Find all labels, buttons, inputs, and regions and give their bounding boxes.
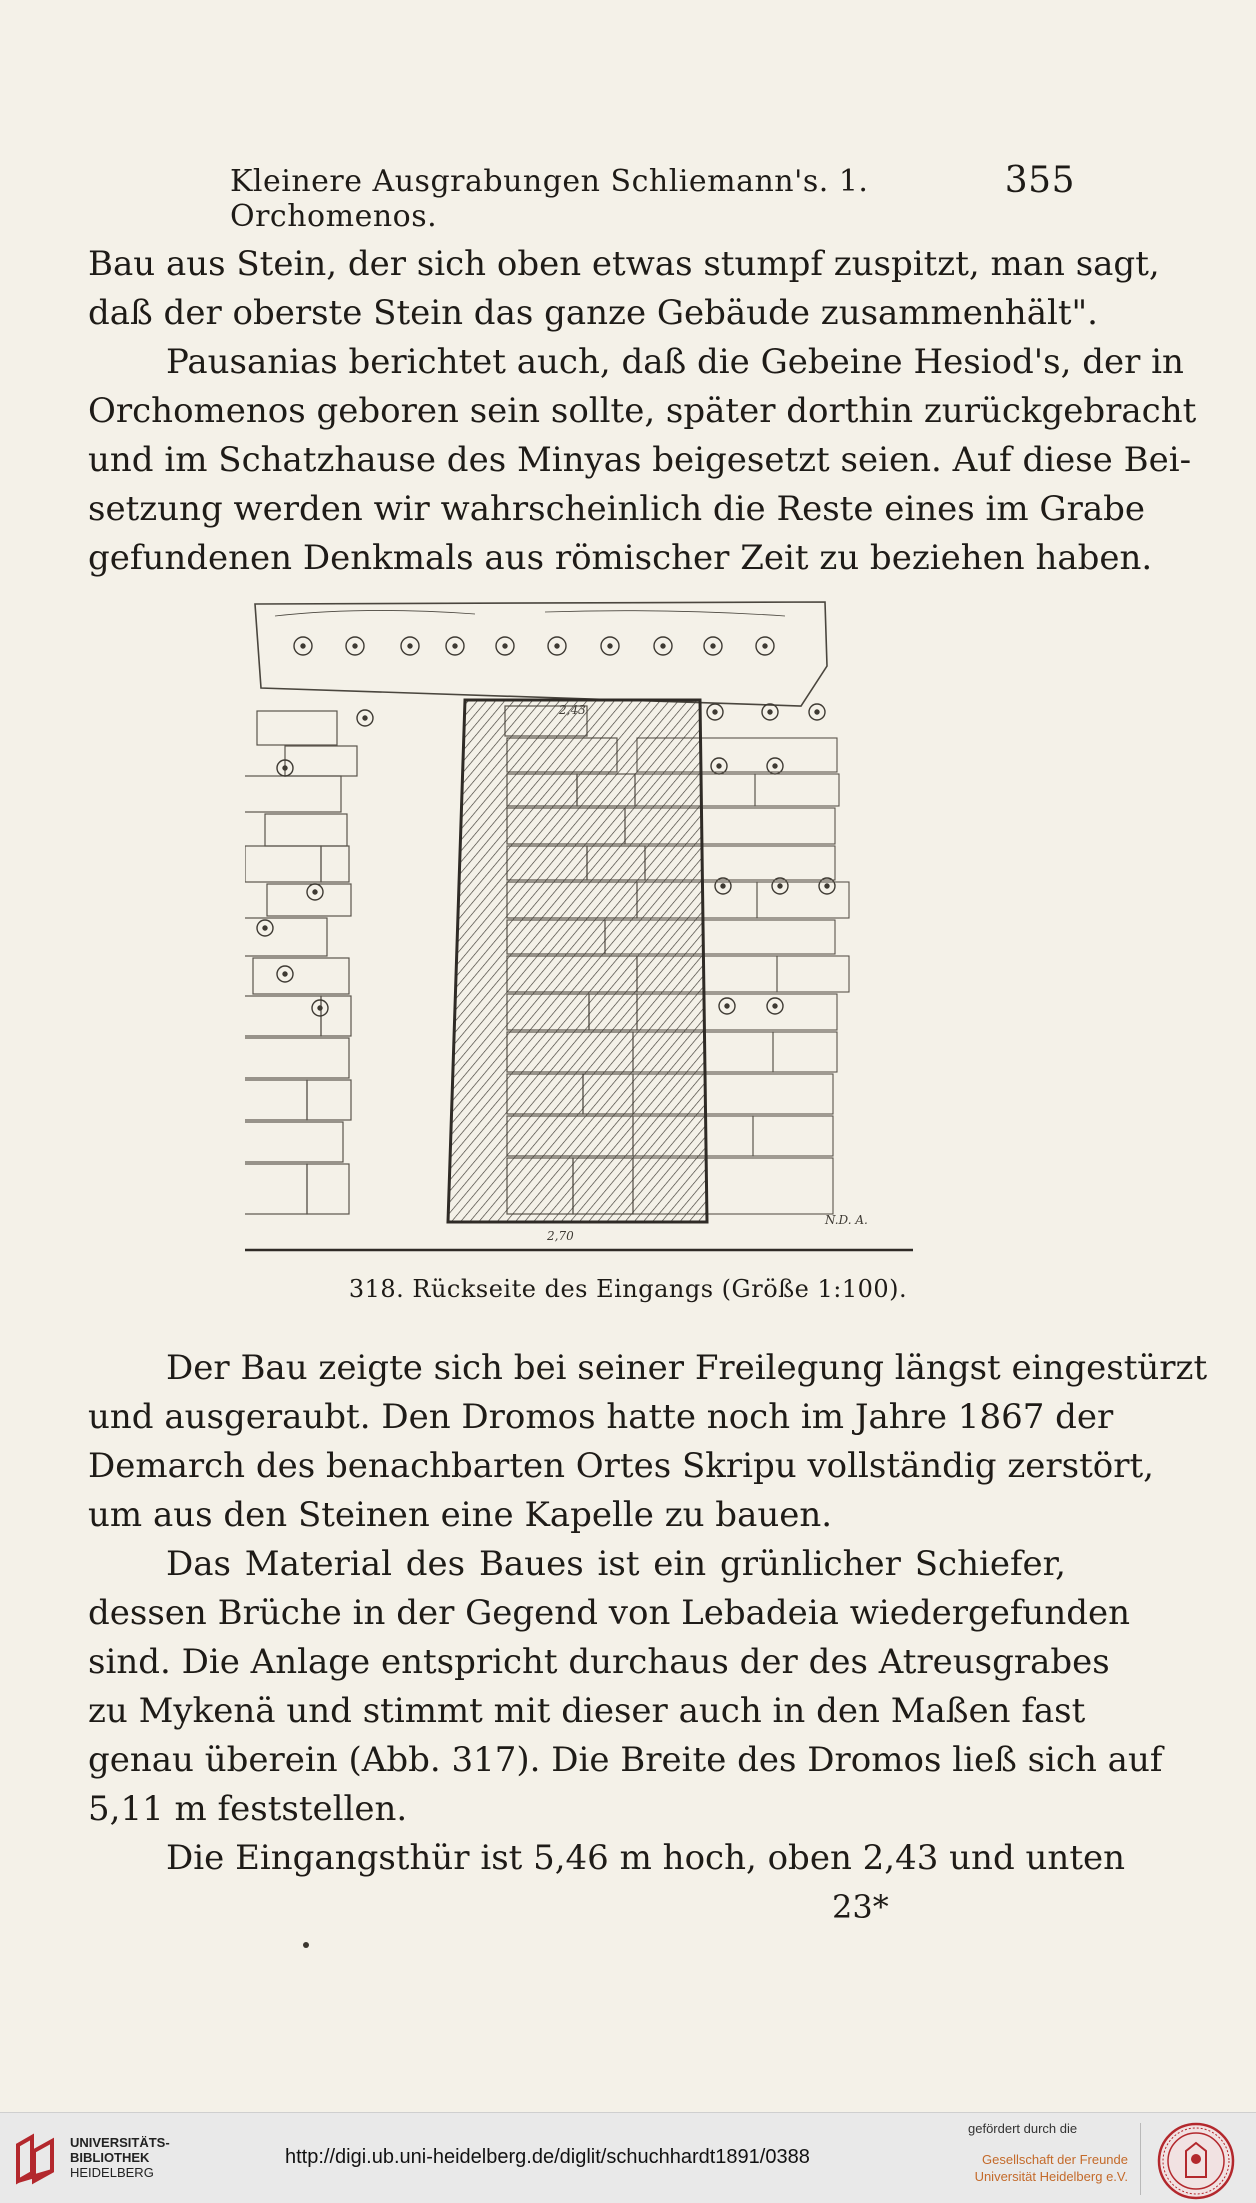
paragraph-continuation: [88, 240, 1160, 338]
running-title: Kleinere Ausgrabungen Schliemann's. 1. Orchomenos.: [230, 164, 869, 234]
text-line: Demarch des benachbarten Ortes Skripu vollständig zerstört,: [88, 1446, 1154, 1486]
door-opening: [448, 700, 707, 1222]
door-top-width: 2,43: [559, 703, 586, 717]
page-number: 355: [1004, 160, 1075, 201]
paragraph-eingangsthuer: [88, 1834, 1126, 1883]
text-line: Der Bau zeigte sich bei seiner Freilegung längst eingestürzt: [166, 1348, 1208, 1388]
sponsor-link[interactable]: [940, 2151, 1128, 2185]
text-line: gefundenen Denkmals aus römischer Zeit zu beziehen haben.: [88, 538, 1153, 578]
footer-divider: [1140, 2123, 1141, 2195]
figure-caption: 318. Rückseite des Eingangs (Größe 1:100).: [348, 1275, 908, 1303]
university-seal-icon[interactable]: [1156, 2121, 1236, 2201]
library-name-line: BIBLIOTHEK: [70, 2150, 150, 2165]
lintel-block: [255, 602, 827, 706]
text-line: genau überein (Abb. 317). Die Breite des Dromos ließ sich auf: [88, 1740, 1163, 1780]
figure-entrance-drawing: [245, 596, 913, 1261]
university-library-logo-icon[interactable]: [12, 2131, 64, 2187]
permalink-url[interactable]: http://digi.ub.uni-heidelberg.de/diglit/schuchhardt1891/0388: [285, 2146, 810, 2168]
text-line: Orchomenos geboren sein sollte, später dorthin zurückgebracht: [88, 391, 1197, 431]
draftsman-mark: N.D. A.: [825, 1213, 868, 1227]
text-line: Pausanias berichtet auch, daß die Gebeine Hesiod's, der in: [166, 342, 1184, 382]
text-line: sind. Die Anlage entspricht durchaus der des Atreusgrabes: [88, 1642, 1110, 1682]
text-line: zu Mykenä und stimmt mit dieser auch in den Maßen fast: [88, 1691, 1086, 1731]
text-line: um aus den Steinen eine Kapelle zu bauen.: [88, 1495, 833, 1535]
text-line: setzung werden wir wahrscheinlich die Reste eines im Grabe: [88, 489, 1146, 529]
page-header: [230, 160, 1075, 234]
sponsor-name-line: Gesellschaft der Freunde: [982, 2152, 1128, 2167]
ink-speck: [303, 1942, 309, 1948]
university-library-name[interactable]: [70, 2135, 170, 2180]
doorway-drawing: [245, 596, 913, 1261]
paragraph-material: [88, 1540, 1163, 1834]
paragraph-pausanias: [88, 338, 1197, 583]
viewer-footer: [0, 2112, 1256, 2203]
text-line: Bau aus Stein, der sich oben etwas stumpf zuspitzt, man sagt,: [88, 244, 1160, 284]
text-line: 5,11 m feststellen.: [88, 1789, 408, 1829]
text-line: und im Schatzhause des Minyas beigesetzt seien. Auf diese Bei-: [88, 440, 1192, 480]
text-line: und ausgeraubt. Den Dromos hatte noch im Jahre 1867 der: [88, 1397, 1114, 1437]
sponsor-label: gefördert durch die: [968, 2121, 1078, 2136]
text-line: dessen Brüche in der Gegend von Lebadeia wiedergefunden: [88, 1593, 1131, 1633]
text-line: Die Eingangsthür ist 5,46 m hoch, oben 2,43 und unten: [166, 1838, 1126, 1878]
paragraph-freilegung: [88, 1344, 1208, 1540]
sponsor-name-line: Universität Heidelberg e.V.: [974, 2169, 1128, 2184]
door-bottom-width: 2,70: [547, 1229, 574, 1243]
library-name-line: UNIVERSITÄTS-: [70, 2135, 170, 2150]
masonry-left: [245, 711, 357, 1214]
library-name-line: HEIDELBERG: [70, 2165, 154, 2180]
text-line: Das Material des Baues ist ein grünlicher Schiefer,: [166, 1544, 1066, 1584]
text-line: daß der oberste Stein das ganze Gebäude zusammenhält".: [88, 293, 1098, 333]
printer-signature: 23*: [832, 1888, 889, 1926]
